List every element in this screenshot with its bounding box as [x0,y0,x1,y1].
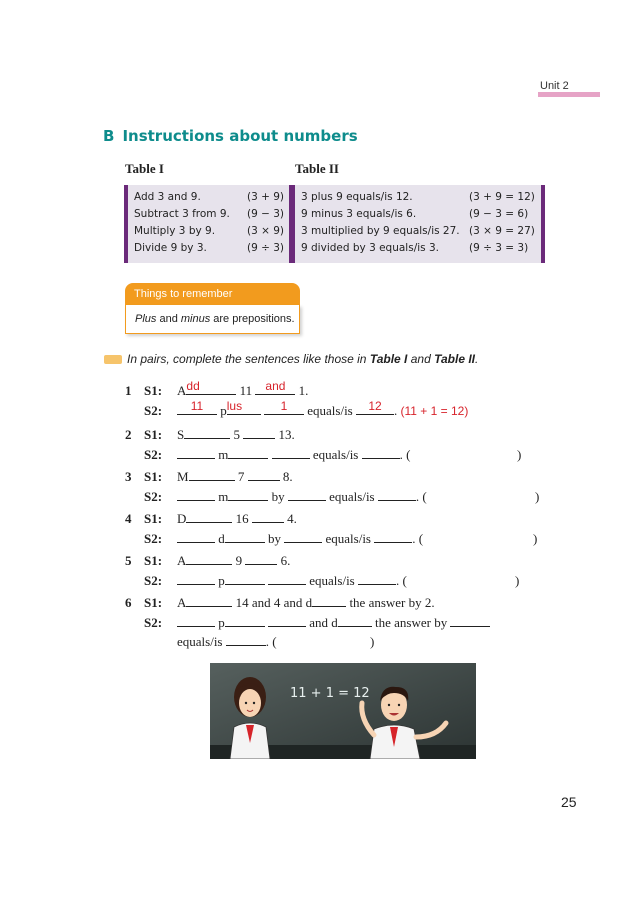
table1-row [134,206,284,222]
instruction-pre: In pairs, complete the sentences like those in [127,352,370,366]
plus-word: Plus [135,313,157,325]
answer-blank[interactable] [450,615,490,627]
table1-expression: (3 + 9) [247,191,285,203]
text-fragment: A [177,553,187,568]
speaker-label: S2: [144,403,163,418]
text-fragment: D [177,511,187,526]
handwritten-answer: 11 [190,399,204,413]
section-heading [103,127,358,145]
answer-blank[interactable] [177,399,217,415]
text-fragment: 14 and 4 and d [232,595,313,610]
answer-blank[interactable] [338,615,372,627]
text-fragment: m [215,489,229,504]
handwritten-answer: dd [186,379,200,393]
answer-blank[interactable] [177,489,215,501]
instruction-marker [104,355,122,364]
text-fragment: 11 [236,383,256,398]
table2-sentence: 9 minus 3 equals/is 6. [301,208,417,220]
text-fragment: equals/is [309,447,362,462]
remember-body [125,305,300,334]
text-fragment: equals/is [306,573,358,588]
answer-blank[interactable] [225,573,265,585]
exercise-number: 6 [125,595,132,610]
table2-box [291,185,545,263]
text-fragment: by [264,531,285,546]
answer-blank[interactable] [268,573,306,585]
exercise-4-s2 [0,531,640,549]
text-fragment: p [217,403,227,418]
table1-row [134,223,284,239]
exercise-line [177,511,297,527]
text-fragment: m [215,447,229,462]
text-fragment: 7 [234,469,248,484]
table1-row [134,240,284,256]
classroom-illustration [210,663,476,759]
text-fragment: 8. [279,469,293,484]
answer-blank[interactable] [184,427,230,439]
text-fragment: p [215,615,225,630]
speaker-label: S2: [144,615,163,630]
answer-blank[interactable] [252,511,284,523]
speaker-label: S1: [144,427,163,442]
text-fragment: p [215,573,225,588]
answer-blank[interactable] [226,634,266,646]
handwritten-answer: lus [226,399,243,413]
text-fragment: . ( [412,531,424,546]
exercise-number: 5 [125,553,132,568]
answer-blank[interactable] [186,511,232,523]
text-fragment: equals/is [322,531,375,546]
table1-instruction: Subtract 3 from 9. [134,208,230,220]
exercise-number: 1 [125,383,132,398]
table2-label: Table II [295,161,339,176]
answer-blank[interactable] [248,469,280,481]
board-text: 11 + 1 = 12 [290,686,370,701]
exercise-3-s2 [0,489,640,507]
table1-expression: (3 × 9) [247,225,285,237]
text-fragment: equals/is [304,403,356,418]
answer-blank[interactable] [177,573,215,585]
text-fragment: . ( [396,573,407,588]
instruction-mid: and [407,352,435,366]
speaker-label: S2: [144,447,163,462]
answer-blank[interactable] [312,595,346,607]
answer-blank[interactable] [288,489,326,501]
handwritten-answer: 12 [368,399,382,413]
text-fragment: 9 [232,553,246,568]
answer-blank[interactable] [228,489,268,501]
table1-instruction: Add 3 and 9. [134,191,201,203]
exercise-1-s1 [0,379,640,401]
text-fragment: by [268,489,288,504]
text-fragment: the answer by 2. [346,595,435,610]
answer-blank[interactable] [186,553,232,565]
table1-expression: (9 − 3) [247,208,285,220]
exercise-line [177,427,295,443]
text-fragment: M [177,469,189,484]
unit-label: Unit 2 [540,80,569,92]
text-fragment: 13. [275,427,295,442]
answer-blank[interactable] [243,427,275,439]
text-fragment: ) [370,634,375,649]
handwritten-answer: and [265,379,286,393]
answer-blank[interactable] [177,615,215,627]
answer-blank[interactable] [362,447,400,459]
answer-blank[interactable] [228,447,268,459]
answer-blank[interactable] [268,615,306,627]
table2-expression: (3 + 9 = 12) [469,191,535,203]
handwritten-answer: (11 + 1 = 12) [400,404,469,418]
table1-label: Table I [125,161,164,176]
answer-blank[interactable] [226,399,261,415]
table2-row [301,189,537,205]
answer-blank[interactable] [358,573,396,585]
text-fragment: 6. [277,553,291,568]
table2-expression: (9 ÷ 3 = 3) [469,242,529,254]
text-fragment: 4. [283,511,297,526]
exercise-5-s1 [0,553,640,571]
handwritten-answer: 1 [280,399,288,413]
table2-sentence: 3 plus 9 equals/is 12. [301,191,413,203]
text-fragment: ) [515,573,520,588]
answer-blank[interactable] [186,379,236,395]
answer-blank[interactable] [225,531,265,543]
exercise-6-s1 [0,595,640,613]
unit-bar [538,92,600,97]
table1-instruction: Multiply 3 by 9. [134,225,216,237]
speaker-label: S1: [144,595,163,610]
table1-row [134,189,284,205]
exercise-line [177,615,490,631]
exercise-2-s1 [0,427,640,445]
answer-blank[interactable] [177,447,215,459]
table1-expression: (9 ÷ 3) [247,242,285,254]
exercise-number: 3 [125,469,132,484]
remember-rest: are prepositions. [210,313,295,325]
table2-sentence: 3 multiplied by 9 equals/is 27. [301,225,460,237]
text-fragment: S [177,427,185,442]
speaker-label: S1: [144,383,163,398]
exercise-line [177,399,469,419]
minus-word: minus [180,313,211,325]
text-fragment: 1. [295,383,309,398]
text-fragment: 16 [232,511,252,526]
table2-sentence: 9 divided by 3 equals/is 3. [301,242,439,254]
answer-blank[interactable] [189,469,235,481]
exercise-line [177,489,427,505]
instruction-table2: Table II [434,352,475,366]
text-fragment: A [177,595,187,610]
text-fragment: ) [535,489,540,504]
exercise-2-s2 [0,447,640,465]
section-letter: B [103,127,115,145]
illustration [210,663,476,759]
section-title: Instructions about numbers [122,127,358,145]
answer-blank[interactable] [177,531,215,543]
page-number: 25 [561,794,577,810]
answer-blank[interactable] [186,595,232,607]
exercise-1-s2 [0,399,640,421]
exercise-line [177,595,435,611]
exercise-5-s2 [0,573,640,591]
remember-title: Things to remember [125,283,300,305]
speaker-label: S2: [144,489,163,504]
instruction-text [127,352,478,366]
table1-instruction: Divide 9 by 3. [134,242,207,254]
table2-row [301,240,537,256]
exercise-number: 2 [125,427,132,442]
exercise-line [177,553,290,569]
speaker-label: S1: [144,469,163,484]
exercise-line [177,573,407,589]
remember-box [125,283,300,337]
exercise-6-s2-cont [0,634,640,652]
answer-blank[interactable] [374,531,412,543]
exercise-line [177,634,277,650]
text-fragment: . ( [265,634,277,649]
exercise-number: 4 [125,511,132,526]
table2-row [301,206,537,222]
text-fragment: A [177,383,187,398]
answer-blank[interactable] [356,399,394,415]
text-fragment: . ( [415,489,427,504]
answer-blank[interactable] [378,489,416,501]
text-fragment: 5 [230,427,244,442]
speaker-label: S2: [144,573,163,588]
exercise-3-s1 [0,469,640,487]
text-fragment: . [394,403,401,418]
answer-blank[interactable] [245,553,277,565]
answer-blank[interactable] [272,447,310,459]
exercise-line [177,447,410,463]
exercise-line [177,469,293,485]
answer-blank[interactable] [264,399,304,415]
text-fragment: d [215,531,225,546]
speaker-label: S2: [144,531,163,546]
exercise-4-s1 [0,511,640,529]
table1-box [124,185,293,263]
speaker-label: S1: [144,553,163,568]
text-fragment: and d [306,615,338,630]
exercise-line [177,379,309,399]
text-fragment: ) [517,447,522,462]
text-fragment: equals/is [177,634,226,649]
table2-row [301,223,537,239]
answer-blank[interactable] [284,531,322,543]
text-fragment: the answer by [371,615,451,630]
answer-blank[interactable] [255,379,295,395]
table2-expression: (9 − 3 = 6) [469,208,529,220]
table2-expression: (3 × 9 = 27) [469,225,535,237]
exercise-line [177,531,423,547]
instruction-end: . [475,352,479,366]
text-fragment: ) [533,531,538,546]
speaker-label: S1: [144,511,163,526]
instruction-table1: Table I [369,352,408,366]
text-fragment: equals/is [325,489,378,504]
text-fragment: . ( [399,447,411,462]
exercise-6-s2 [0,615,640,633]
answer-blank[interactable] [225,615,265,627]
and-word: and [156,313,181,325]
